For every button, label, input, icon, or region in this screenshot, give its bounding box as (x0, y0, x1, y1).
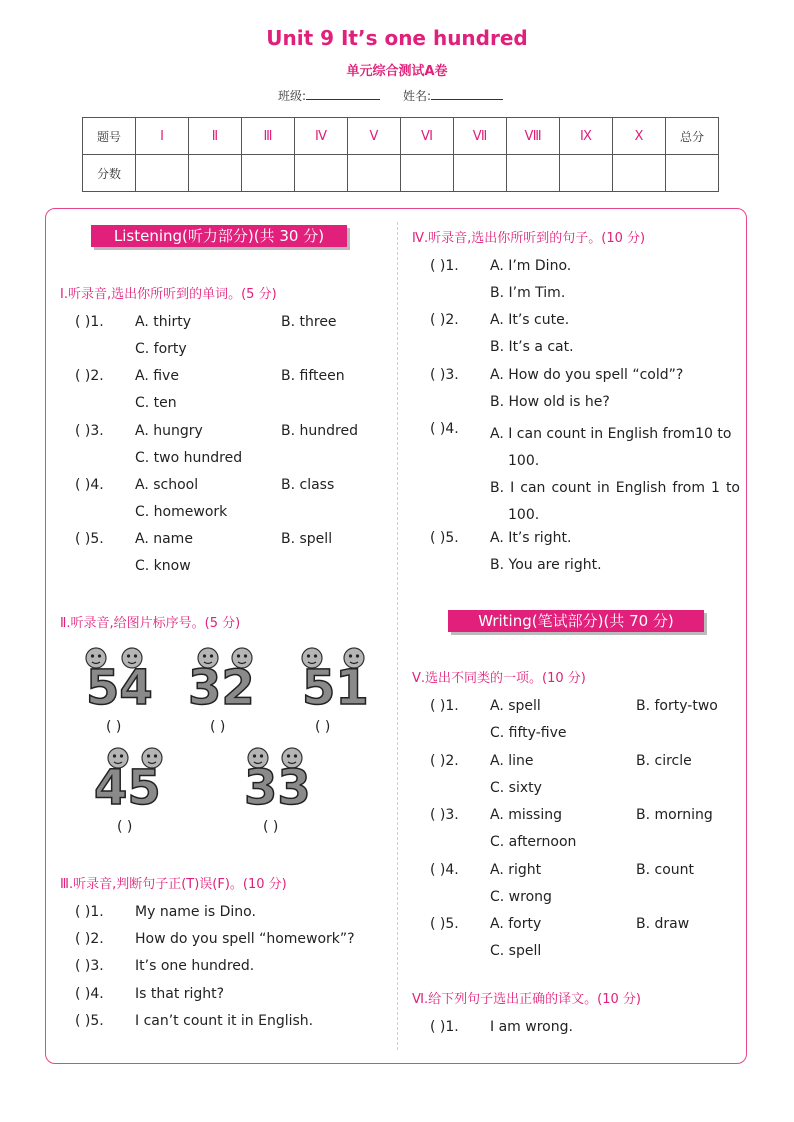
picture-answer-blank[interactable]: ( ) (263, 819, 279, 835)
score-cell[interactable] (189, 155, 242, 192)
picture-answer-blank[interactable]: ( ) (117, 819, 133, 835)
answer-blank[interactable]: ( )1. (430, 258, 459, 274)
section-numeral: Ⅰ (136, 118, 189, 155)
answer-blank[interactable]: ( )4. (430, 421, 459, 437)
score-cell[interactable] (295, 155, 348, 192)
answer-blank[interactable]: ( )1. (75, 314, 104, 330)
section-1-heading: Ⅰ.听录音,选出你所听到的单词。(5 分) (60, 287, 277, 302)
picture-digits: 51 (302, 660, 369, 716)
score-cell[interactable] (454, 155, 507, 192)
section-numeral: Ⅷ (507, 118, 560, 155)
option-b: B. count (636, 862, 695, 878)
number-pictures (70, 640, 390, 840)
option-b: B. hundred (281, 423, 358, 439)
picture-45 (94, 748, 162, 816)
option-a: A. school (135, 477, 199, 493)
option-b: B. forty-two (636, 698, 718, 714)
picture-answer-blank[interactable]: ( ) (315, 719, 331, 735)
total-label: 总分 (666, 118, 719, 155)
statement-text: I can’t count it in English. (135, 1013, 314, 1029)
picture-32 (188, 648, 255, 716)
option-a: A. It’s cute. (490, 312, 570, 328)
score-table-row-numbers (83, 118, 719, 155)
answer-blank[interactable]: ( )5. (75, 531, 104, 547)
option-a: A. thirty (135, 314, 192, 330)
picture-answer-blank[interactable]: ( ) (106, 719, 122, 735)
option-a: A. missing (490, 807, 562, 823)
option-c: C. two hundred (135, 450, 243, 466)
score-cell[interactable] (348, 155, 401, 192)
option-b: B. How old is he? (490, 394, 610, 410)
statement-text: My name is Dino. (135, 904, 256, 920)
writing-banner: Writing(笔试部分)(共 70 分) (448, 610, 704, 632)
statement-text: How do you spell “homework”? (135, 931, 355, 947)
answer-blank[interactable]: ( )1. (430, 1019, 459, 1035)
score-table (82, 117, 719, 192)
score-row-label: 分数 (83, 155, 136, 192)
answer-blank[interactable]: ( )1. (75, 904, 104, 920)
answer-blank[interactable]: ( )2. (430, 753, 459, 769)
option-c: C. fifty-five (490, 725, 567, 741)
section-numeral: Ⅳ (295, 118, 348, 155)
column-divider (397, 222, 398, 1050)
picture-digits: 45 (94, 760, 161, 816)
class-label: 班级: (278, 89, 307, 103)
option-b: B. circle (636, 753, 692, 769)
answer-blank[interactable]: ( )3. (430, 367, 459, 383)
option-b: B. spell (281, 531, 333, 547)
option-c: C. homework (135, 504, 228, 520)
answer-blank[interactable]: ( )1. (430, 698, 459, 714)
option-b: B. It’s a cat. (490, 339, 574, 355)
score-cell[interactable] (613, 155, 666, 192)
score-cell[interactable] (666, 155, 719, 192)
option-b: B. draw (636, 916, 690, 932)
option-a: A. line (490, 753, 534, 769)
section-numeral: Ⅸ (560, 118, 613, 155)
option-b: B. fifteen (281, 368, 345, 384)
option-b-text: B. I can count in English from 1 to 100. (490, 480, 740, 523)
option-a: A. right (490, 862, 542, 878)
answer-blank[interactable]: ( )4. (75, 477, 104, 493)
option-a: A. How do you spell “cold”? (490, 367, 684, 383)
picture-digits: 32 (188, 660, 255, 716)
answer-blank[interactable]: ( )4. (75, 986, 104, 1002)
score-cell[interactable] (242, 155, 295, 192)
option-a: A. five (135, 368, 179, 384)
sentence-text: I am wrong. (490, 1019, 573, 1035)
option-b: B. morning (636, 807, 713, 823)
option-c: C. forty (135, 341, 187, 357)
name-label: 姓名: (403, 89, 432, 103)
section-numeral: Ⅱ (189, 118, 242, 155)
option-a: A. hungry (135, 423, 203, 439)
answer-blank[interactable]: ( )2. (75, 931, 104, 947)
option-c: C. sixty (490, 780, 542, 796)
section-numeral: Ⅲ (242, 118, 295, 155)
option-b: B. I’m Tim. (490, 285, 566, 301)
section-numeral: Ⅶ (454, 118, 507, 155)
option-b: B. class (281, 477, 335, 493)
statement-text: It’s one hundred. (135, 958, 255, 974)
section-3-heading: Ⅲ.听录音,判断句子正(T)误(F)。(10 分) (60, 877, 287, 892)
score-table-row-scores (83, 155, 719, 192)
section-5-heading: Ⅴ.选出不同类的一项。(10 分) (412, 671, 586, 686)
answer-blank[interactable]: ( )5. (430, 530, 459, 546)
section-numeral: Ⅵ (401, 118, 454, 155)
section-numeral: Ⅹ (613, 118, 666, 155)
name-blank[interactable] (431, 87, 503, 100)
statement-text: Is that right? (135, 986, 225, 1002)
class-field (278, 87, 380, 104)
option-a: A. name (135, 531, 193, 547)
answer-blank[interactable]: ( )2. (75, 368, 104, 384)
picture-answer-blank[interactable]: ( ) (210, 719, 226, 735)
option-a: A. It’s right. (490, 530, 572, 546)
picture-digits: 33 (244, 760, 311, 816)
answer-blank[interactable]: ( )3. (75, 423, 104, 439)
option-c: C. know (135, 558, 191, 574)
answer-blank[interactable]: ( )2. (430, 312, 459, 328)
option-a: A. I’m Dino. (490, 258, 572, 274)
section-6-heading: Ⅵ.给下列句子选出正确的译文。(10 分) (412, 992, 641, 1007)
option-c: C. spell (490, 943, 542, 959)
answer-blank[interactable]: ( )5. (430, 916, 459, 932)
score-cell[interactable] (560, 155, 613, 192)
option-a-text: A. I can count in English from10 to 100. (490, 426, 732, 469)
option-c: C. afternoon (490, 834, 577, 850)
option-b: B. three (281, 314, 337, 330)
section-numeral: Ⅴ (348, 118, 401, 155)
option-a: A. forty (490, 916, 542, 932)
answer-blank[interactable]: ( )4. (430, 862, 459, 878)
listening-banner: Listening(听力部分)(共 30 分) (91, 225, 347, 247)
score-cell[interactable] (401, 155, 454, 192)
name-field (403, 87, 503, 104)
section-2-heading: Ⅱ.听录音,给图片标序号。(5 分) (60, 616, 241, 631)
page-subtitle: 单元综合测试A卷 (346, 64, 448, 79)
option-a: A. spell (490, 698, 541, 714)
picture-54 (86, 648, 153, 716)
option-b (490, 475, 740, 529)
picture-digits: 54 (86, 660, 153, 716)
score-cell[interactable] (507, 155, 560, 192)
page-title: Unit 9 It’s one hundred (266, 26, 528, 50)
score-row-label: 题号 (83, 118, 136, 155)
score-cell[interactable] (136, 155, 189, 192)
option-a (490, 421, 740, 475)
option-c: C. wrong (490, 889, 552, 905)
option-b: B. You are right. (490, 557, 602, 573)
picture-33 (244, 748, 311, 816)
option-c: C. ten (135, 395, 177, 411)
class-blank[interactable] (306, 87, 380, 100)
picture-51 (302, 648, 369, 716)
answer-blank[interactable]: ( )3. (75, 958, 104, 974)
answer-blank[interactable]: ( )5. (75, 1013, 104, 1029)
answer-blank[interactable]: ( )3. (430, 807, 459, 823)
section-4-heading: Ⅳ.听录音,选出你所听到的句子。(10 分) (412, 231, 646, 246)
